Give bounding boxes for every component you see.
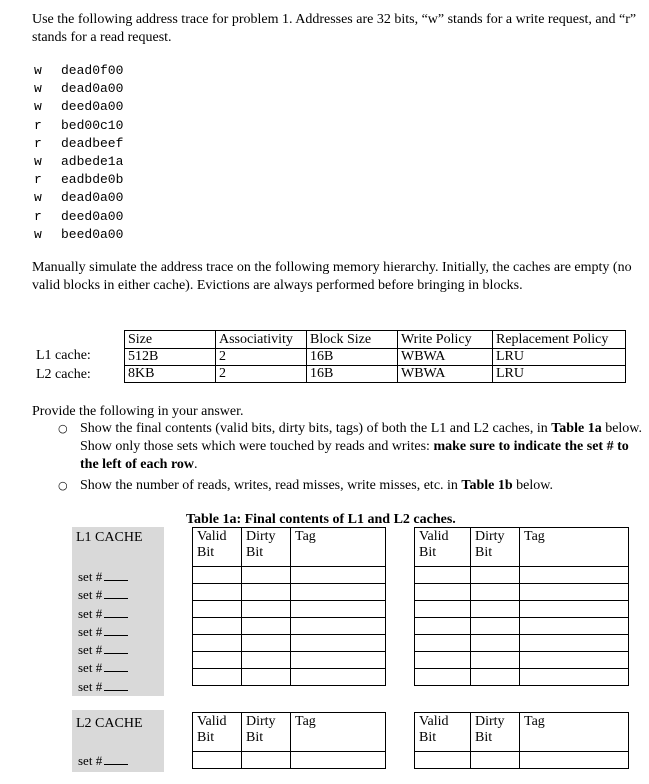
l1-way1-table	[414, 527, 629, 686]
provide-text: Provide the following in your answer.	[32, 404, 244, 419]
config-header: Block Size	[307, 331, 398, 349]
l2-cache-label: L2 CACHE	[76, 716, 143, 731]
simulate-text: Manually simulate the address trace on the following memory hierarchy. Initially, the caches are empty (no valid blocks in either cache). Evictions are always performed before bringing in blocks.	[32, 260, 632, 293]
set-label: set #	[78, 623, 128, 641]
cache-row	[193, 618, 386, 635]
config-cell: LRU	[493, 366, 626, 383]
grid-header-row	[415, 528, 629, 567]
config-cell: WBWA	[398, 366, 493, 383]
config-cell: 8KB	[125, 366, 216, 383]
cache-row	[415, 635, 629, 652]
tag-header: Tag	[520, 713, 629, 752]
cache-row	[193, 567, 386, 584]
cache-row	[415, 584, 629, 601]
trace-op: r	[34, 135, 42, 151]
dirty-bit-header: Dirty Bit	[242, 713, 291, 752]
trace-row	[34, 226, 123, 244]
trace-row	[34, 208, 123, 226]
trace-addr: dead0f00	[61, 63, 124, 78]
config-header: Size	[125, 331, 216, 349]
trace-row	[34, 153, 123, 171]
trace-op: w	[34, 190, 42, 206]
trace-addr: dead0a00	[61, 81, 124, 97]
valid-bit-header: Valid Bit	[193, 528, 242, 567]
l1-way0-table	[192, 527, 386, 686]
cache-row	[193, 584, 386, 601]
trace-row	[34, 80, 123, 98]
trace-op: r	[34, 117, 42, 133]
l2-way1-table	[414, 712, 629, 769]
dirty-bit-header: Dirty Bit	[471, 713, 520, 752]
config-cell: 16B	[307, 366, 398, 383]
trace-op: w	[34, 63, 42, 78]
trace-addr: dead0a00	[61, 190, 124, 206]
l2-label-column	[72, 710, 164, 772]
cache-row	[415, 752, 629, 769]
cache-row	[193, 601, 386, 618]
config-cell: LRU	[493, 349, 626, 366]
instruction-list	[58, 420, 643, 495]
instruction-item: ○ Show the final contents (valid bits, dirty bits, tags) of both the L1 and L2 caches, in Table 1a below. Show only those sets which were touched by reads and writes: make sure to indicate the set # to the left of each row.	[58, 421, 643, 472]
config-cell: WBWA	[398, 349, 493, 366]
config-header: Associativity	[216, 331, 307, 349]
trace-row	[34, 135, 123, 153]
trace-op: w	[34, 81, 42, 97]
set-number-blank	[104, 605, 128, 618]
trace-addr: deadbeef	[61, 135, 124, 151]
config-header: Replacement Policy	[493, 331, 626, 349]
dirty-bit-header: Dirty Bit	[242, 528, 291, 567]
config-row-l1	[125, 349, 626, 366]
trace-addr: adbede1a	[61, 154, 124, 170]
l1-config-label: L1 cache:	[36, 348, 91, 363]
grid-header-row	[193, 713, 386, 752]
cache-row	[415, 652, 629, 669]
config-header: Write Policy	[398, 331, 493, 349]
l2-config-label: L2 cache:	[36, 367, 91, 382]
set-number-blank	[104, 752, 128, 765]
set-label: set #	[78, 641, 128, 659]
intro-text: Use the following address trace for problem 1. Addresses are 32 bits, “w” stands for a write request, and “r” stands for a read request.	[32, 12, 637, 45]
cache-row	[193, 635, 386, 652]
cache-row	[415, 567, 629, 584]
cache-row	[415, 618, 629, 635]
l2-way0-table	[192, 712, 386, 769]
bullet-circle-icon: ○	[58, 422, 68, 435]
config-cell: 512B	[125, 349, 216, 366]
valid-bit-header: Valid Bit	[193, 713, 242, 752]
cache-row	[415, 669, 629, 686]
set-number-blank	[104, 659, 128, 672]
trace-row	[34, 98, 123, 116]
valid-bit-header: Valid Bit	[415, 528, 471, 567]
address-trace	[34, 62, 123, 244]
tag-header: Tag	[291, 528, 386, 567]
config-row-l2	[125, 366, 626, 383]
trace-addr: beed0a00	[61, 226, 124, 242]
set-number-blank	[104, 623, 128, 636]
valid-bit-header: Valid Bit	[415, 713, 471, 752]
instruction-item: ○ Show the number of reads, writes, read misses, write misses, etc. in Table 1b below.	[58, 478, 553, 493]
config-header-row	[125, 331, 626, 349]
set-label: set #	[78, 678, 128, 696]
trace-addr: bed00c10	[61, 117, 124, 133]
trace-row	[34, 62, 123, 80]
l1-label-column	[72, 527, 164, 696]
trace-op: w	[34, 226, 42, 242]
l1-cache-label: L1 CACHE	[76, 530, 143, 545]
trace-op: w	[34, 154, 42, 170]
tag-header: Tag	[291, 713, 386, 752]
bullet-circle-icon: ○	[58, 479, 68, 492]
set-label: set #	[78, 659, 128, 677]
trace-op: r	[34, 208, 42, 224]
dirty-bit-header: Dirty Bit	[471, 528, 520, 567]
set-number-blank	[104, 568, 128, 581]
set-number-blank	[104, 641, 128, 654]
trace-op: r	[34, 172, 42, 188]
table-caption: Table 1a: Final contents of L1 and L2 caches.	[186, 512, 456, 527]
config-cell: 2	[216, 349, 307, 366]
set-label: set #	[78, 752, 128, 770]
trace-addr: deed0a00	[61, 99, 124, 115]
grid-header-row	[415, 713, 629, 752]
trace-row	[34, 189, 123, 207]
cache-row	[415, 601, 629, 618]
set-number-blank	[104, 586, 128, 599]
set-label: set #	[78, 568, 128, 586]
set-label: set #	[78, 586, 128, 604]
tag-header: Tag	[520, 528, 629, 567]
trace-addr: deed0a00	[61, 208, 124, 224]
cache-row	[193, 669, 386, 686]
l1-set-labels	[78, 568, 128, 696]
set-label: set #	[78, 605, 128, 623]
trace-op: w	[34, 99, 42, 115]
cache-row	[193, 752, 386, 769]
trace-row	[34, 171, 123, 189]
config-cell: 16B	[307, 349, 398, 366]
config-cell: 2	[216, 366, 307, 383]
trace-addr: eadbde0b	[61, 172, 124, 188]
set-number-blank	[104, 678, 128, 691]
grid-header-row	[193, 528, 386, 567]
cache-row	[193, 652, 386, 669]
trace-row	[34, 117, 123, 135]
cache-config-table	[124, 330, 626, 383]
